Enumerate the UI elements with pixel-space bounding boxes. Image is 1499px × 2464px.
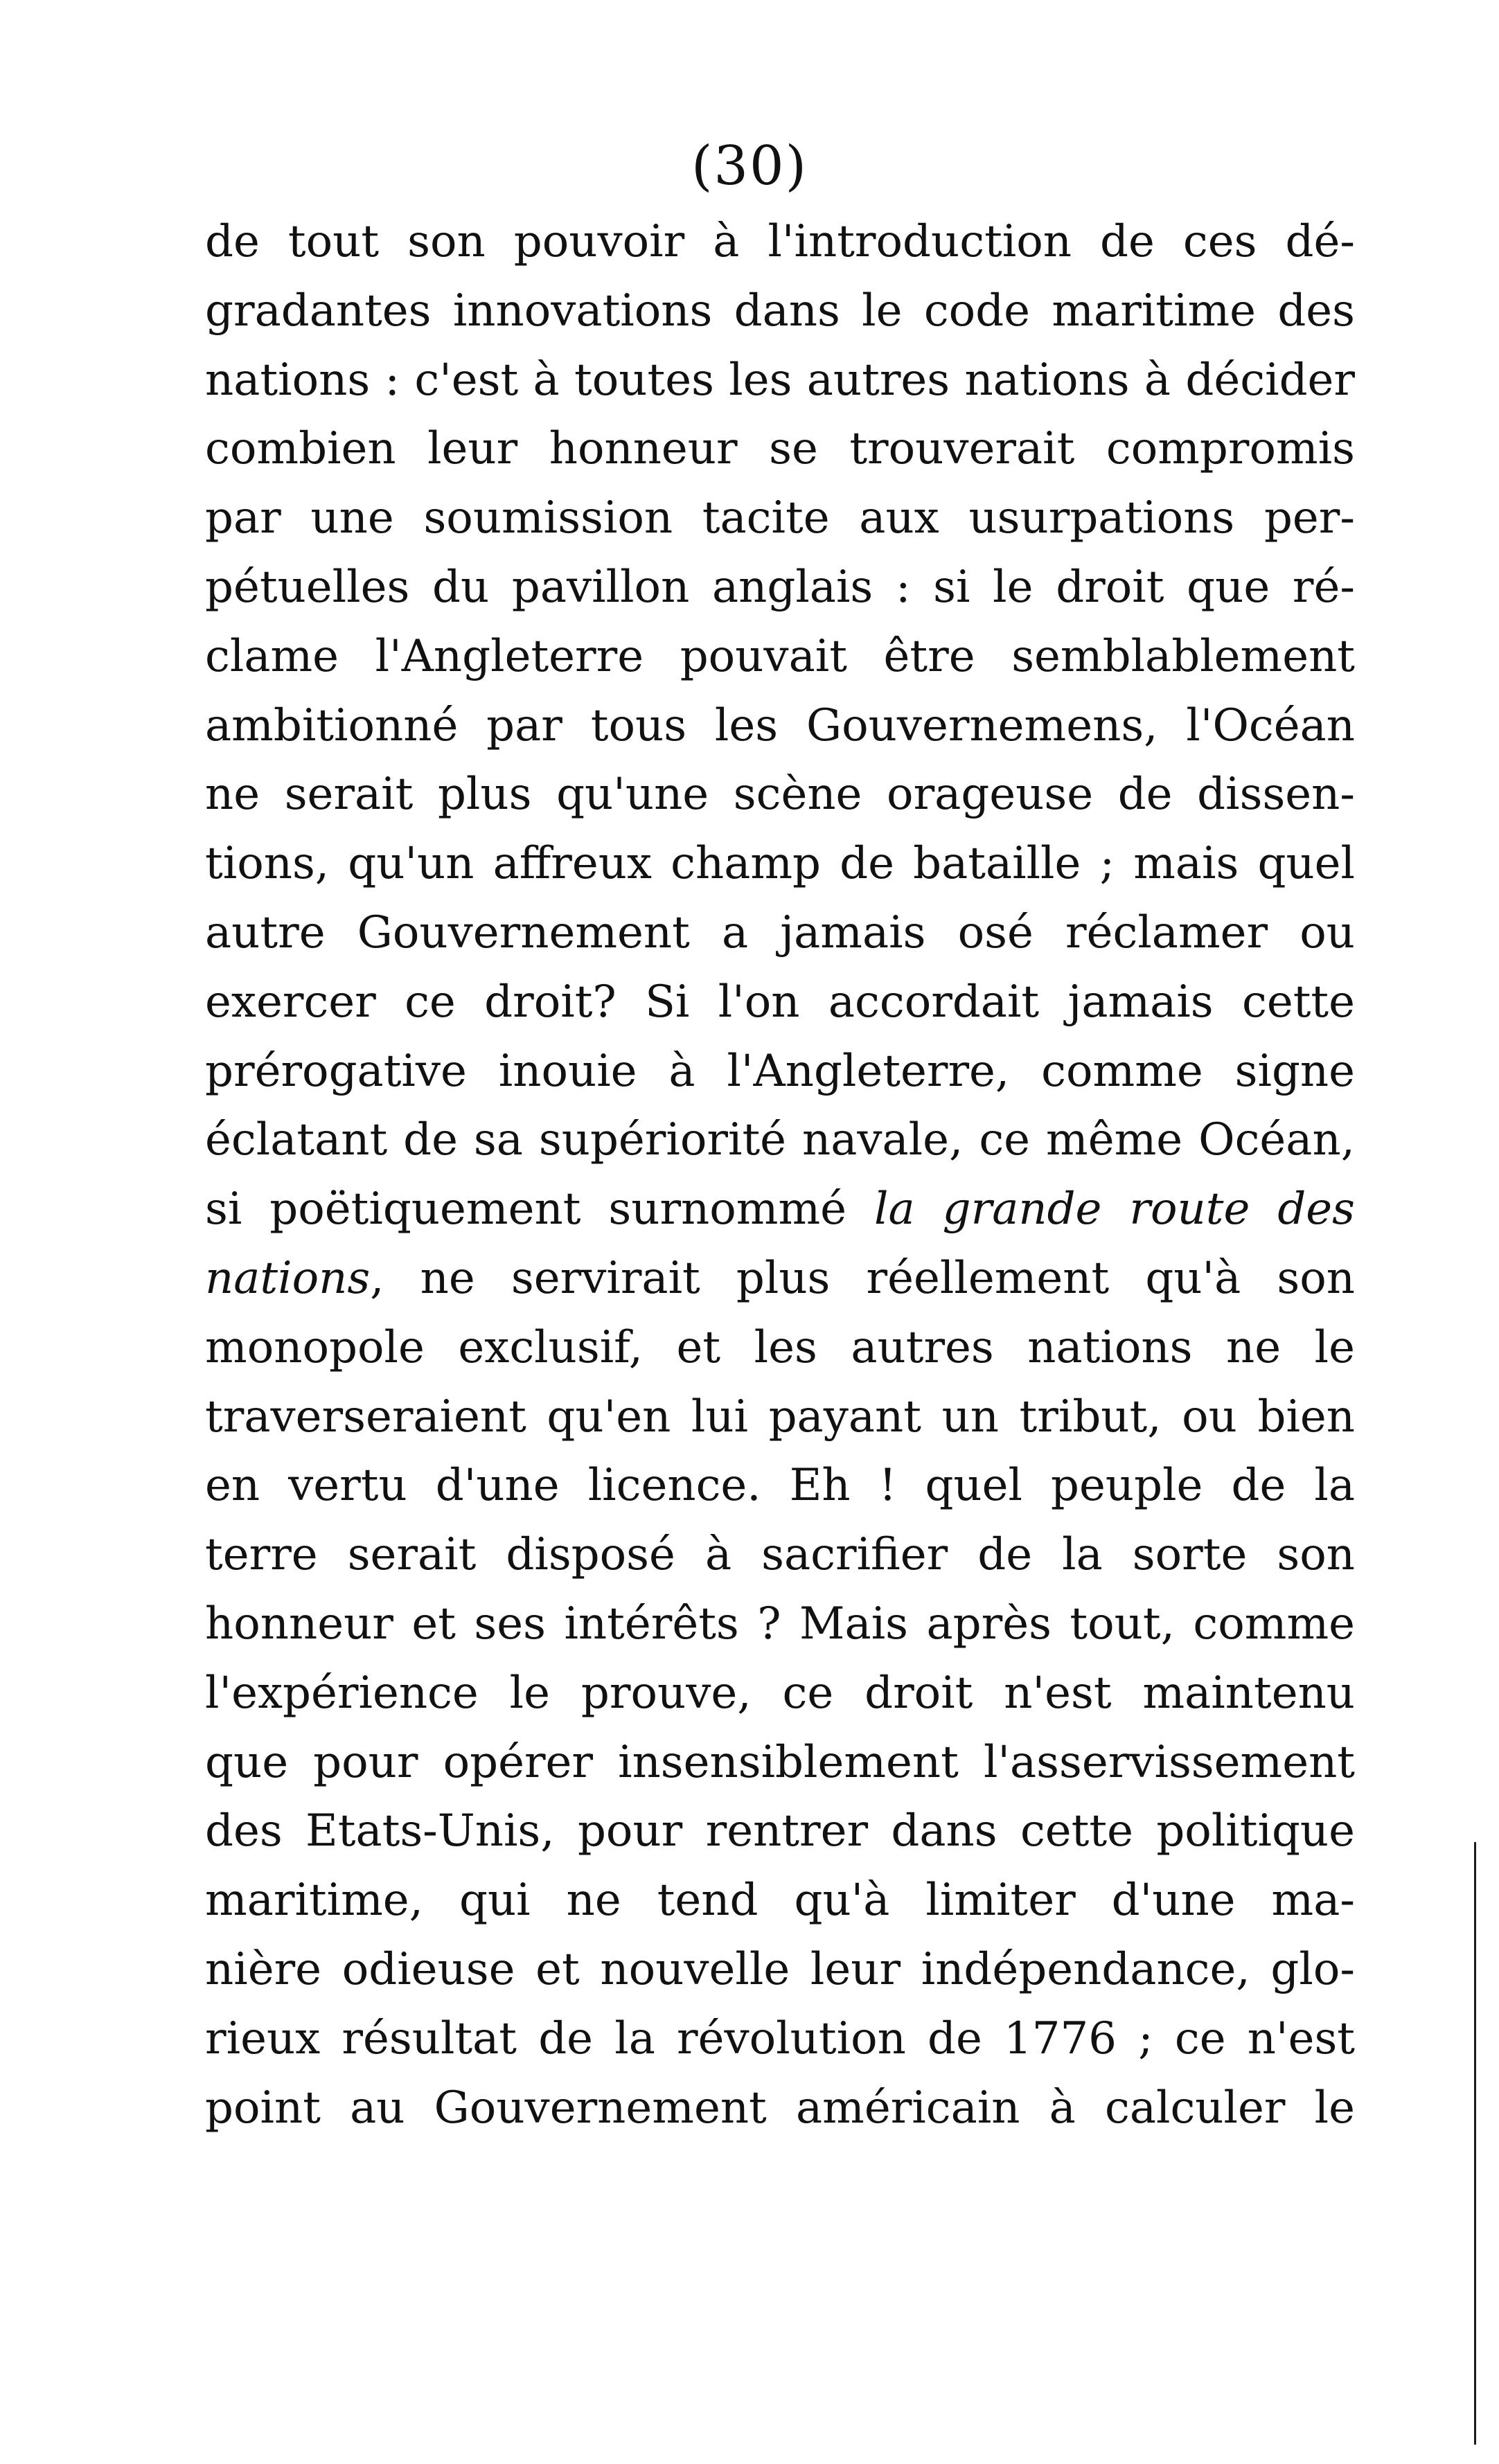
text-line: nations : c'est à toutes les autres nations à décider [205, 354, 1355, 406]
text-line: en vertu d'une licence. Eh ! quel peuple de la [205, 1460, 1355, 1512]
text-line-mixed [205, 1175, 1355, 1244]
text-line: nière odieuse et nouvelle leur indépendance, glo- [205, 1943, 1355, 1995]
text-line: de tout son pouvoir à l'introduction de ces dé- [205, 216, 1355, 267]
text-line: gradantes innovations dans le code maritime des [205, 285, 1355, 337]
body-text [205, 208, 1355, 2143]
text-line: par une soumission tacite aux usurpations per- [205, 492, 1355, 544]
text-line: ambitionné par tous les Gouvernemens, l'Océan [205, 699, 1355, 751]
text-line: éclatant de sa supériorité navale, ce même Océan, [205, 1114, 1355, 1166]
text-line-mixed [205, 1244, 1355, 1314]
text-line: terre serait disposé à sacrifier de la sorte son [205, 1529, 1355, 1581]
text-line: combien leur honneur se trouverait compromis [205, 423, 1355, 475]
text-line: des Etats-Unis, pour rentrer dans cette politique [205, 1805, 1355, 1857]
italic-phrase: nations [205, 1252, 371, 1304]
italic-phrase: la grande route des [874, 1184, 1356, 1235]
text-line: point au Gouvernement américain à calculer le [205, 2082, 1355, 2134]
text-line: tions, qu'un affreux champ de bataille ; mais quel [205, 838, 1355, 890]
text-line: clame l'Angleterre pouvait être semblablement [205, 630, 1355, 682]
text-line: maritime, qui ne tend qu'à limiter d'une ma- [205, 1875, 1355, 1927]
text-line: ne serait plus qu'une scène orageuse de dissen- [205, 769, 1355, 821]
text-line: que pour opérer insensiblement l'asservissement [205, 1736, 1355, 1788]
text-line: honneur et ses intérêts ? Mais après tout, comme [205, 1598, 1355, 1650]
text-line: traverseraient qu'en lui payant un tribut, ou bien [205, 1391, 1355, 1443]
page-edge-line [1474, 1842, 1476, 2445]
text-line: exercer ce droit? Si l'on accordait jamais cette [205, 976, 1355, 1028]
text-line: l'expérience le prouve, ce droit n'est maintenu [205, 1667, 1355, 1719]
text-line: rieux résultat de la révolution de 1776 ; ce n'est [205, 2012, 1355, 2064]
text-line: autre Gouvernement a jamais osé réclamer ou [205, 907, 1355, 958]
text-segment: si poëtiquement surnommé [205, 1184, 847, 1235]
text-line: prérogative inouie à l'Angleterre, comme signe [205, 1045, 1355, 1097]
text-line: pétuelles du pavillon anglais : si le droit que ré- [205, 561, 1355, 613]
page-number: (30) [691, 135, 808, 197]
text-segment: , ne servirait plus réellement qu'à son [370, 1252, 1355, 1304]
text-line: monopole exclusif, et les autres nations ne le [205, 1321, 1355, 1373]
